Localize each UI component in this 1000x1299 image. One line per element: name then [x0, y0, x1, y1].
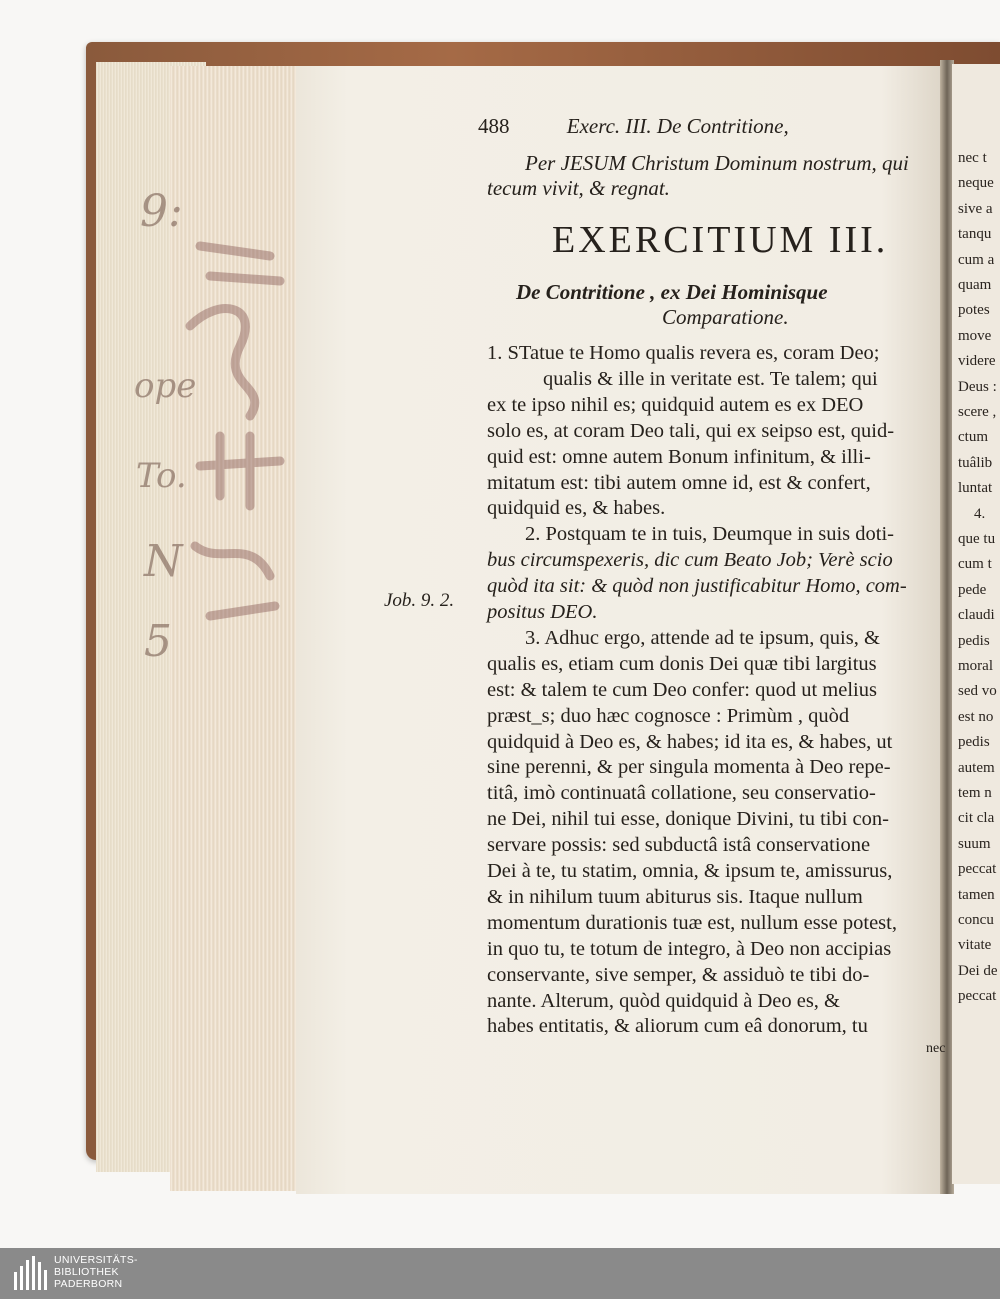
page-header: [478, 114, 789, 139]
library-name-line: PADERBORN: [54, 1278, 123, 1290]
right-page: [952, 64, 1000, 1184]
library-name-line: UNIVERSITÄTS-: [54, 1254, 138, 1266]
right-page-fragment: Dei de: [958, 962, 998, 979]
right-page-fragment: tuâlib: [958, 454, 993, 471]
right-page-fragment: claudi: [958, 607, 995, 624]
body-line: qualis & ille in veritate est. Te talem; qui: [543, 367, 878, 390]
body-line: momentum durationis tuæ est, nullum esse potest,: [487, 911, 897, 934]
body-line: ne Dei, nihil tui esse, donique Divini, tu tibi con-: [487, 808, 889, 831]
body-line: ex te ipso nihil es; quidquid autem es ex DEO: [487, 393, 864, 416]
body-line: Dei à te, tu statim, omnia, & ipsum te, amissurus,: [487, 860, 893, 882]
right-page-fragment: Deus :: [958, 378, 997, 395]
right-page-fragment: pede: [958, 581, 987, 598]
library-footer: [0, 1248, 1000, 1299]
right-page-fragment: tanqu: [958, 226, 992, 243]
right-page-fragment: pedis: [958, 734, 990, 751]
body-line: 2. Postquam te in tuis, Deumque in suis doti-: [525, 523, 894, 546]
right-page-fragment: concu: [958, 912, 994, 928]
fore-edge-mark: N: [144, 536, 183, 587]
body-line: & in nihilum tuum abiturus sis. Itaque nullum: [487, 885, 863, 908]
fore-edge-mark: 5: [144, 616, 172, 667]
right-page-fragment: vitate: [958, 937, 992, 954]
right-page-fragment: neque: [958, 175, 994, 192]
body-line: nec: [926, 1041, 946, 1057]
right-page-fragment: move: [958, 327, 992, 344]
right-page-fragment: cum a: [958, 251, 995, 268]
right-page-fragment: peccat: [958, 861, 997, 878]
fore-edge-writing: [180, 236, 290, 656]
right-page-fragment: nec t: [958, 150, 987, 166]
section-title: EXERCITIUM III.: [552, 219, 889, 261]
right-page-fragment: luntat: [958, 480, 993, 497]
right-page-fragment: est no: [958, 708, 994, 725]
right-page-fragment: tem n: [958, 785, 992, 801]
running-title: Exerc. III. De Contritione,: [566, 114, 789, 138]
fore-edge-mark: 9:: [140, 186, 183, 237]
body-line: 3. Adhuc ergo, attende ad te ipsum, quis, &: [525, 626, 880, 649]
body-line: præst_s; duo hæc cognosce : Primùm , quòd: [487, 704, 850, 727]
fore-edge: [134, 66, 300, 1191]
right-page-fragment: peccat: [958, 988, 997, 1005]
body-line: conservante, sive semper, & assiduò te tibi do-: [487, 963, 870, 986]
body-line: quòd ita sit: & quòd non justificabitur Homo, com-: [487, 575, 907, 598]
right-page-fragment: potes: [958, 302, 990, 319]
right-page-fragment: videre: [958, 353, 996, 370]
body-line: servare possis: sed subductâ istâ conservatione: [487, 834, 871, 857]
body-line: quid est: omne autem Bonum infinitum, & illi-: [487, 445, 871, 468]
body-line: mitatum est: tibi autem omne id, est & confert,: [487, 471, 871, 494]
fore-edge-mark: ope: [134, 366, 197, 406]
right-page-fragment: quam: [958, 277, 992, 293]
body-line: bus circumspexeris, dic cum Beato Job; Verè scio: [487, 549, 893, 572]
body-line: habes entitatis, & aliorum cum eâ donorum, tu: [487, 1015, 868, 1038]
right-page-fragment: sive a: [958, 200, 993, 217]
right-page-fragment: moral: [958, 658, 993, 674]
section-subtitle-1: De Contritione , ex Dei Hominisque: [516, 280, 828, 304]
right-page-fragment: cit cla: [958, 810, 995, 827]
right-page-fragment: ctum: [958, 429, 988, 446]
right-page-fragment: 4.: [974, 505, 986, 522]
body-line: nante. Alterum, quòd quidquid à Deo es, &: [487, 989, 840, 1012]
right-page-fragment: pedis: [958, 632, 990, 649]
right-page-fragment: autem: [958, 759, 995, 776]
library-logo-icon: [14, 1256, 48, 1290]
body-line: quidquid à Deo es, & habes; id ita es, & habes, ut: [487, 730, 893, 753]
body-line: positus DEO.: [487, 601, 598, 623]
right-page-fragment: cum t: [958, 556, 992, 573]
right-page-fragment: scere ,: [958, 404, 997, 420]
library-name: [54, 1254, 138, 1290]
body-line: est: & talem te cum Deo confer: quod ut melius: [487, 678, 877, 701]
section-subtitle-2: Comparatione.: [662, 305, 789, 329]
fore-edge-mark: To.: [136, 456, 187, 496]
library-name-line: BIBLIOTHEK: [54, 1266, 119, 1278]
right-page-fragment: que tu: [958, 531, 996, 547]
body-line: sine perenni, & per singula momenta à Deo repe-: [487, 756, 891, 779]
body-line: in quo tu, te totum de integro, à Deo non accipias: [487, 937, 892, 960]
margin-note: Job. 9. 2.: [384, 590, 455, 611]
right-page-fragment: sed vo: [958, 683, 997, 700]
body-line: solo es, at coram Deo tali, qui ex seipso est, quid-: [487, 419, 895, 442]
body-line: quidquid es, & habes.: [487, 497, 666, 520]
body-line: titâ, imò continuatâ collatione, seu conservatio-: [487, 782, 876, 805]
opening-line-2: tecum vivit, & regnat.: [487, 176, 670, 200]
body-line: 1. STatue te Homo qualis revera es, coram Deo;: [487, 342, 880, 364]
page-number: 488: [478, 114, 510, 138]
opening-line-1: Per JESUM Christum Dominum nostrum, qui: [525, 151, 909, 175]
right-page-fragment: tamen: [958, 886, 995, 903]
body-line: qualis es, etiam cum donis Dei quæ tibi largitus: [487, 652, 877, 675]
right-page-fragment: suum: [958, 835, 991, 852]
